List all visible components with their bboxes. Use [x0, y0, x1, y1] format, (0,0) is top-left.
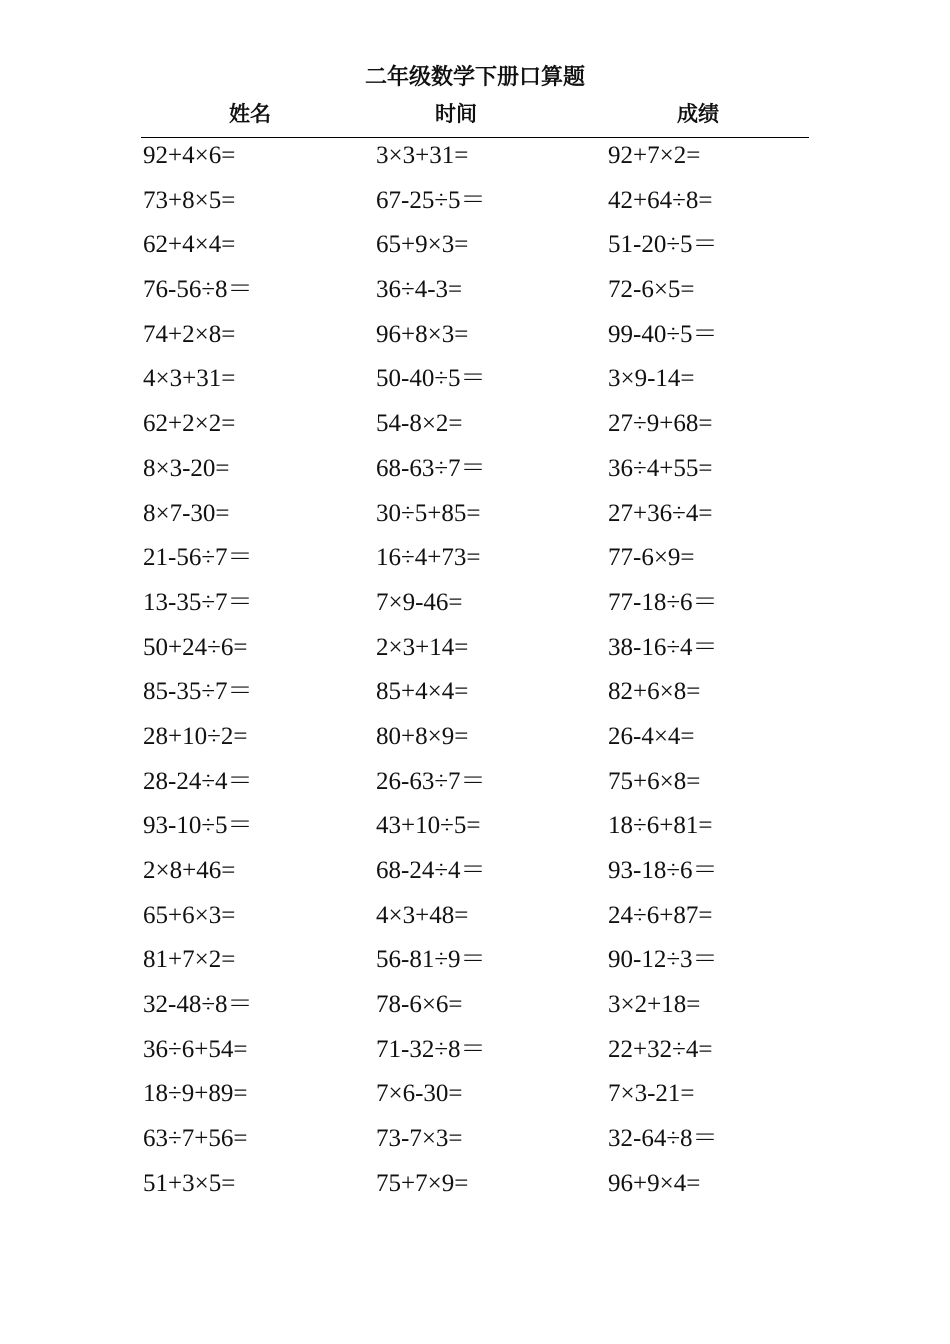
arithmetic-problem: 51+3×5=	[143, 1169, 236, 1197]
arithmetic-problem: 2×3+14=	[376, 633, 469, 661]
arithmetic-problem: 38-16÷4＝	[608, 633, 718, 661]
arithmetic-problem: 77-6×9=	[608, 544, 695, 572]
problem-row	[0, 853, 950, 898]
arithmetic-problem: 85+4×4=	[376, 678, 469, 706]
problem-row	[0, 317, 950, 362]
problem-row	[0, 451, 950, 496]
arithmetic-problem: 93-18÷6＝	[608, 857, 718, 884]
arithmetic-problem: 51-20÷5＝	[608, 231, 718, 259]
arithmetic-problem: 32-64÷8＝	[608, 1125, 718, 1153]
arithmetic-problem: 99-40÷5＝	[608, 320, 718, 348]
problem-row	[0, 227, 950, 272]
problem-row	[0, 183, 950, 228]
problem-row	[0, 764, 950, 809]
arithmetic-problem: 85-35÷7＝	[143, 678, 253, 706]
worksheet-title: 二年级数学下册口算题	[364, 65, 585, 90]
arithmetic-problem: 7×3-21=	[608, 1080, 695, 1108]
arithmetic-problem: 26-63÷7＝	[376, 767, 486, 795]
arithmetic-problem: 56-81÷9＝	[376, 946, 486, 974]
arithmetic-problem: 54-8×2=	[376, 410, 463, 438]
arithmetic-problem: 3×3+31=	[376, 142, 469, 169]
arithmetic-problem: 75+6×8=	[608, 767, 701, 795]
arithmetic-problem: 92+7×2=	[608, 142, 701, 169]
arithmetic-problem: 7×9-46=	[376, 588, 463, 616]
arithmetic-problem: 8×3-20=	[143, 454, 230, 482]
problem-row	[0, 1121, 950, 1166]
arithmetic-problem: 76-56÷8＝	[143, 276, 253, 304]
arithmetic-problem: 42+64÷8=	[608, 186, 713, 214]
arithmetic-problem: 27+36÷4=	[608, 499, 713, 527]
arithmetic-problem: 78-6×6=	[376, 991, 463, 1019]
arithmetic-problem: 50+24÷6=	[143, 633, 248, 661]
arithmetic-problem: 36÷4+55=	[608, 454, 713, 482]
arithmetic-problem: 4×3+31=	[143, 365, 236, 393]
arithmetic-problem: 62+2×2=	[143, 410, 236, 438]
problem-row	[0, 719, 950, 764]
arithmetic-problem: 50-40÷5＝	[376, 365, 486, 393]
arithmetic-problem: 65+9×3=	[376, 231, 469, 259]
arithmetic-problem: 72-6×5=	[608, 276, 695, 304]
name-header: 姓名	[229, 102, 271, 126]
arithmetic-problem: 26-4×4=	[608, 722, 695, 750]
arithmetic-problem: 77-18÷6＝	[608, 588, 718, 616]
problem-row	[0, 406, 950, 451]
arithmetic-problem: 90-12÷3＝	[608, 946, 718, 974]
arithmetic-problem: 3×2+18=	[608, 991, 701, 1019]
arithmetic-problem: 67-25÷5＝	[376, 186, 486, 214]
arithmetic-problem: 65+6×3=	[143, 901, 236, 929]
problem-row	[0, 585, 950, 630]
arithmetic-problem: 63÷7+56=	[143, 1125, 248, 1153]
problem-row	[0, 942, 950, 987]
arithmetic-problem: 8×7-30=	[143, 499, 230, 527]
arithmetic-problem: 4×3+48=	[376, 901, 469, 929]
arithmetic-problem: 43+10÷5=	[376, 812, 481, 840]
time-header: 时间	[435, 102, 477, 126]
problem-row	[0, 987, 950, 1032]
arithmetic-problem: 22+32÷4=	[608, 1035, 713, 1063]
arithmetic-problem: 81+7×2=	[143, 946, 236, 974]
problem-row	[0, 496, 950, 541]
arithmetic-problem: 36÷4-3=	[376, 276, 463, 304]
arithmetic-problem: 73+8×5=	[143, 186, 236, 214]
problem-row	[0, 674, 950, 719]
arithmetic-problem: 18÷9+89=	[143, 1080, 248, 1108]
arithmetic-problem: 71-32÷8＝	[376, 1035, 486, 1063]
arithmetic-problem: 62+4×4=	[143, 231, 236, 259]
arithmetic-problem: 36÷6+54=	[143, 1035, 248, 1063]
arithmetic-problem: 18÷6+81=	[608, 812, 713, 840]
arithmetic-problem: 2×8+46=	[143, 857, 236, 884]
arithmetic-problem: 68-24÷4＝	[376, 857, 486, 884]
arithmetic-problem: 92+4×6=	[143, 142, 236, 169]
problem-row	[0, 272, 950, 317]
arithmetic-problem: 30÷5+85=	[376, 499, 481, 527]
arithmetic-problem: 13-35÷7＝	[143, 588, 253, 616]
arithmetic-problem: 80+8×9=	[376, 722, 469, 750]
problem-row	[0, 138, 950, 183]
arithmetic-problem: 28-24÷4＝	[143, 767, 253, 795]
problem-row	[0, 1166, 950, 1211]
problem-row	[0, 898, 950, 943]
problem-row	[0, 540, 950, 585]
arithmetic-problem: 82+6×8=	[608, 678, 701, 706]
arithmetic-problem: 68-63÷7＝	[376, 454, 486, 482]
arithmetic-problem: 27÷9+68=	[608, 410, 713, 438]
arithmetic-problem: 28+10÷2=	[143, 722, 248, 750]
arithmetic-problem: 96+8×3=	[376, 320, 469, 348]
problem-row	[0, 1032, 950, 1077]
arithmetic-problem: 74+2×8=	[143, 320, 236, 348]
problem-row	[0, 808, 950, 853]
arithmetic-problem: 3×9-14=	[608, 365, 695, 393]
arithmetic-problem: 96+9×4=	[608, 1169, 701, 1197]
arithmetic-problem: 75+7×9=	[376, 1169, 469, 1197]
arithmetic-problem: 93-10÷5＝	[143, 812, 253, 840]
arithmetic-problem: 7×6-30=	[376, 1080, 463, 1108]
arithmetic-problem: 32-48÷8＝	[143, 991, 253, 1019]
problem-grid	[0, 138, 950, 1211]
problem-row	[0, 630, 950, 675]
score-header: 成绩	[677, 102, 719, 126]
arithmetic-problem: 21-56÷7＝	[143, 544, 253, 572]
arithmetic-problem: 73-7×3=	[376, 1125, 463, 1153]
arithmetic-problem: 24÷6+87=	[608, 901, 713, 929]
problem-row	[0, 1076, 950, 1121]
problem-row	[0, 361, 950, 406]
arithmetic-problem: 16÷4+73=	[376, 544, 481, 572]
